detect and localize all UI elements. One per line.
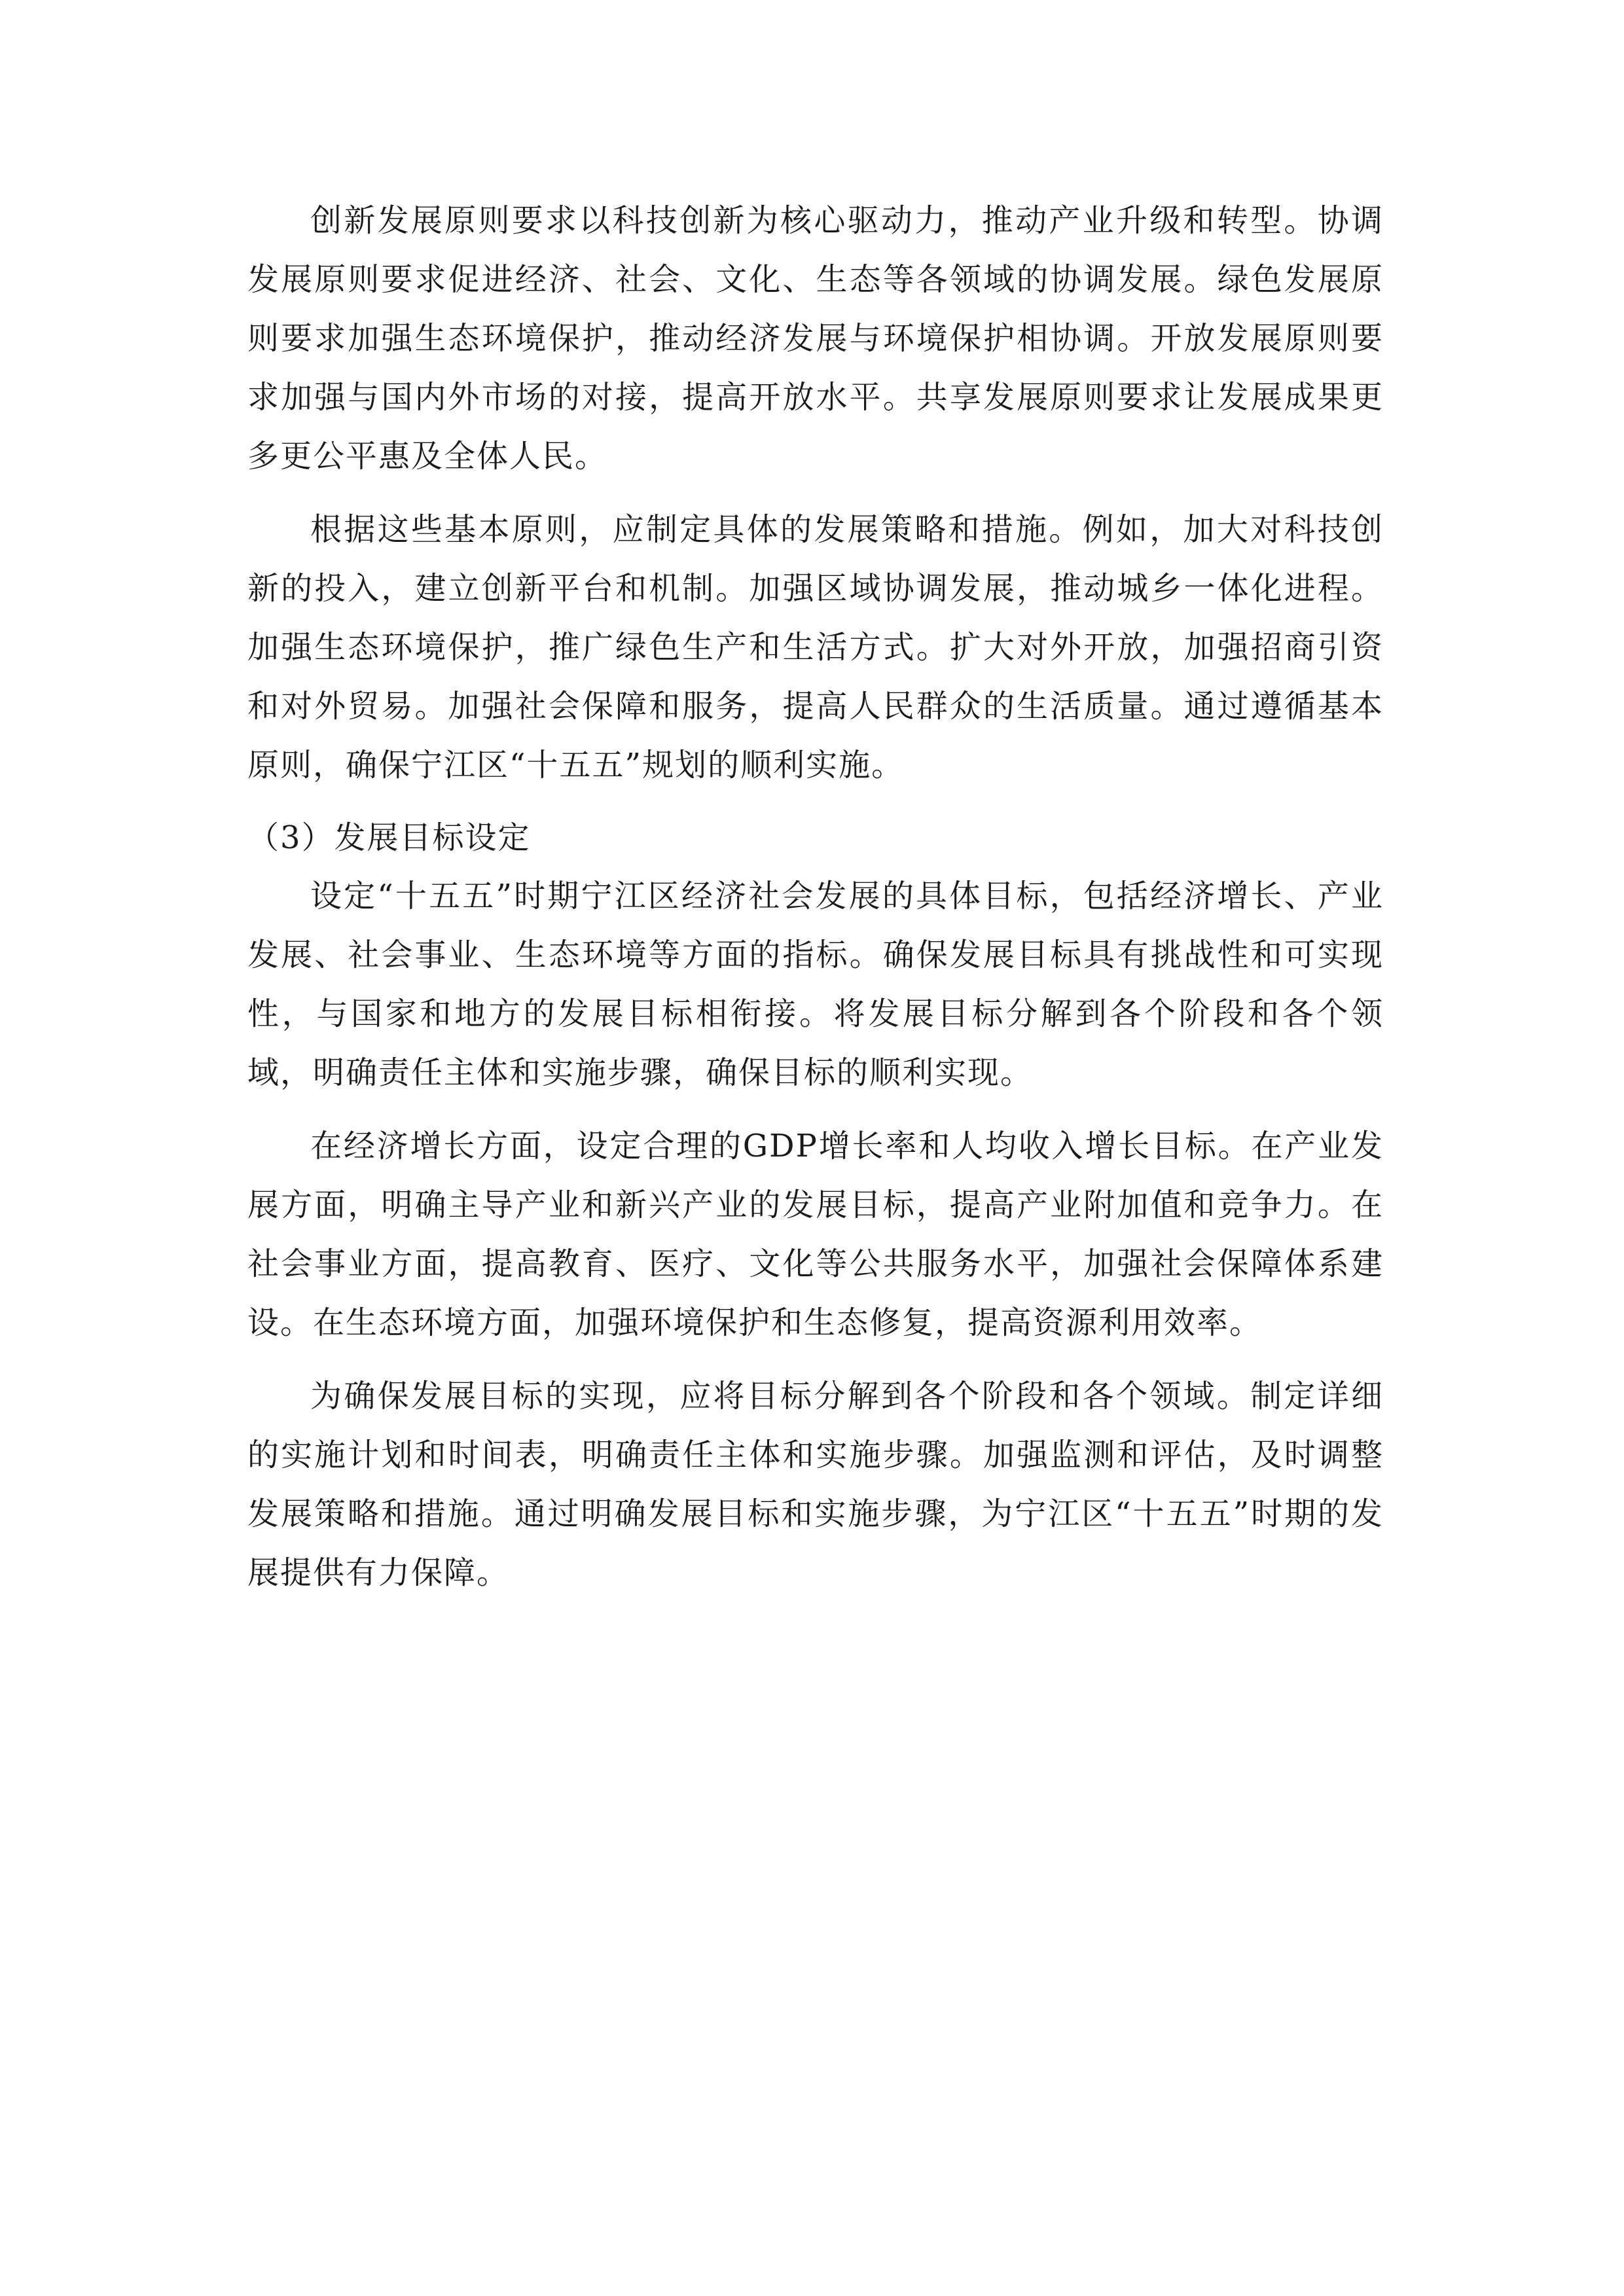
paragraph-development-principles: 创新发展原则要求以科技创新为核心驱动力，推动产业升级和转型。协调发展原则要求促进经济、社会、文化、生态等各领域的协调发展。绿色发展原则要求加强生态环境保护，推动经济发展与环境保护相协调。开放发展原则要求加强与国内外市场的对接，提高开放水平。共享发展原则要求让发展成果更多更公平惠及全体人民。	[247, 202, 1384, 475]
paragraph-strategies-measures: 根据这些基本原则，应制定具体的发展策略和措施。例如，加大对科技创新的投入，建立创新平台和机制。加强区域协调发展，推动城乡一体化进程。加强生态环境保护，推广绿色生产和生活方式。扩大对外开放，加强招商引资和对外贸易。加强社会保障和服务，提高人民群众的生活质量。通过遵循基本原则，确保宁江区“十五五”规划的顺利实施。	[247, 511, 1384, 783]
paragraph-goal-implementation: 为确保发展目标的实现，应将目标分解到各个阶段和各个领域。制定详细的实施计划和时间表，明确责任主体和实施步骤。加强监测和评估，及时调整发展策略和措施。通过明确发展目标和实施步骤，为宁江区“十五五”时期的发展提供有力保障。	[247, 1378, 1384, 1591]
paragraph-goal-definition: 设定“十五五”时期宁江区经济社会发展的具体目标，包括经济增长、产业发展、社会事业、生态环境等方面的指标。确保发展目标具有挑战性和可实现性，与国家和地方的发展目标相衔接。将发展目标分解到各个阶段和各个领域，明确责任主体和实施步骤，确保目标的顺利实现。	[247, 878, 1384, 1091]
paragraph-goal-areas: 在经济增长方面，设定合理的GDP增长率和人均收入增长目标。在产业发展方面，明确主导产业和新兴产业的发展目标，提高产业附加值和竞争力。在社会事业方面，提高教育、医疗、文化等公共服务水平，加强社会保障体系建设。在生态环境方面，加强环境保护和生态修复，提高资源利用效率。	[247, 1128, 1384, 1341]
section-heading-goal-setting: （3）发展目标设定	[247, 819, 531, 856]
document-body	[247, 191, 1384, 1617]
